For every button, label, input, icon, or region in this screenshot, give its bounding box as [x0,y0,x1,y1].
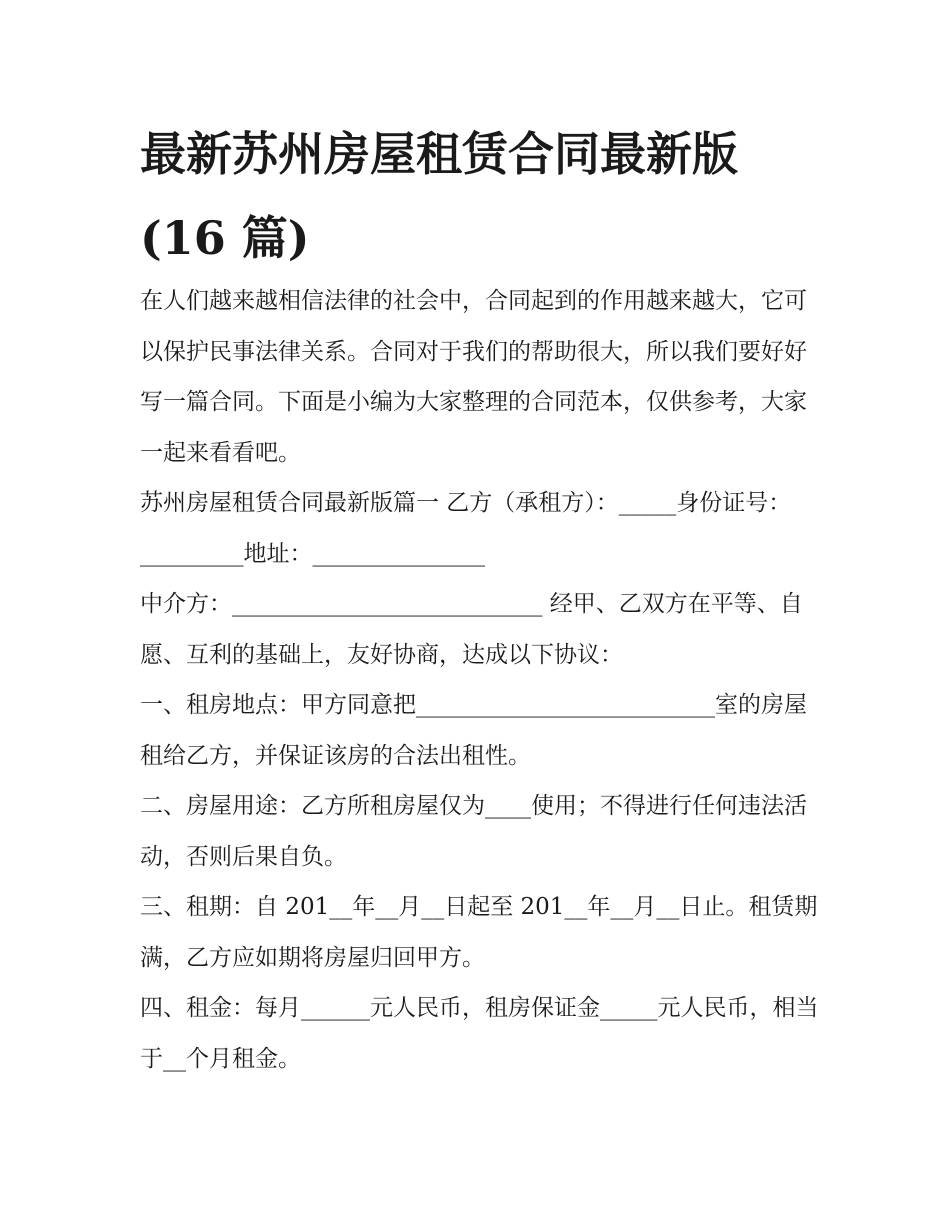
clause-rent: 四、租金：每月______元人民币，租房保证金_____元人民币，相当于__个月租金。 [140,995,819,1072]
clause-location: 一、租房地点：甲方同意把__________________________室的房屋租给乙方，并保证该房的合法出租性。 [140,692,807,769]
contract-parties-paragraph: 苏州房屋租赁合同最新版篇一 乙方（承租方）：_____身份证号：_________地址：_______________ [140,490,792,567]
document-title [140,112,840,280]
clause-usage: 二、房屋用途：乙方所租房屋仅为____使用；不得进行任何违法活动，否则后果自负。 [140,793,807,870]
agent-paragraph: 中介方：___________________________ 经甲、乙双方在平等、自愿、互利的基础上，友好协商，达成以下协议： [140,591,803,668]
document-body [140,276,820,1084]
clause-term: 三、租期：自 201__年__月__日起至 201__年__月__日止。租赁期满，乙方应如期将房屋归回甲方。 [140,894,818,971]
title-line-1: 最新苏州房屋租赁合同最新版 [140,127,738,181]
intro-paragraph: 在人们越来越相信法律的社会中，合同起到的作用越来越大，它可以保护民事法律关系。合同对于我们的帮助很大，所以我们要好好写一篇合同。下面是小编为大家整理的合同范本，仅供参考，大家一起来看看吧。 [140,288,807,466]
title-line-2: (16 篇) [140,211,310,265]
